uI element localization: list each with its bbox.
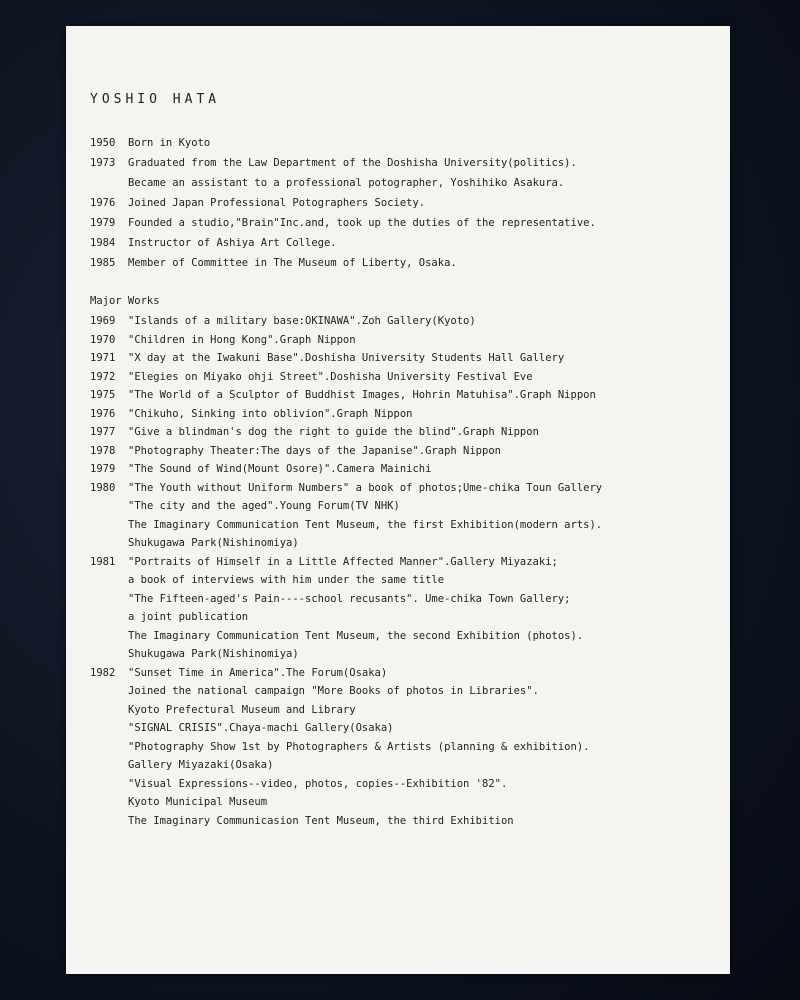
entry-text: a book of interviews with him under the same title bbox=[128, 574, 445, 586]
entry-text: "Visual Expressions--video, photos, copies--Exhibition '82". bbox=[128, 777, 508, 790]
entry-text: The Imaginary Communicasion Tent Museum, the third Exhibition bbox=[128, 814, 514, 827]
work-entry bbox=[90, 534, 299, 553]
entry-year: 1980 bbox=[90, 481, 116, 494]
entry-text: Shukugawa Park(Nishinomiya) bbox=[128, 537, 299, 549]
entry-year: 1950 bbox=[90, 137, 116, 149]
entry-text: Instructor of Ashiya Art College. bbox=[128, 237, 337, 249]
entry-year: 1985 bbox=[90, 257, 116, 269]
work-entry bbox=[90, 460, 432, 479]
work-entry bbox=[90, 793, 268, 812]
entry-year: 1982 bbox=[90, 666, 116, 679]
work-entry bbox=[90, 645, 299, 664]
entry-text: Gallery Miyazaki(Osaka) bbox=[128, 759, 274, 771]
entry-year: 1971 bbox=[90, 352, 116, 364]
work-entry bbox=[90, 775, 508, 794]
entry-text: "Sunset Time in America".The Forum(Osaka) bbox=[128, 666, 388, 679]
work-entry bbox=[90, 386, 596, 405]
work-entry bbox=[90, 590, 571, 609]
work-entry bbox=[90, 479, 603, 498]
work-entry bbox=[90, 368, 533, 387]
entry-text: Became an assistant to a professional potographer, Yoshihiko Asakura. bbox=[128, 177, 565, 189]
work-entry bbox=[90, 719, 394, 738]
entry-year: 1969 bbox=[90, 315, 116, 327]
entry-year: 1978 bbox=[90, 444, 116, 457]
entry-year: 1981 bbox=[90, 555, 116, 568]
entry-text: Born in Kyoto bbox=[128, 137, 211, 149]
entry-text: The Imaginary Communication Tent Museum, the second Exhibition (photos). bbox=[128, 629, 584, 642]
entry-text: "SIGNAL CRISIS".Chaya-machi Gallery(Osaka) bbox=[128, 722, 394, 734]
entry-text: "Give a blindman's dog the right to guide the blind".Graph Nippon bbox=[128, 426, 539, 438]
document-title: YOSHIO HATA bbox=[90, 92, 221, 107]
entry-text: "Islands of a military base:OKINAWA".Zoh Gallery(Kyoto) bbox=[128, 315, 476, 327]
entry-year: 1975 bbox=[90, 389, 116, 401]
entry-year: 1976 bbox=[90, 407, 116, 420]
entry-text: "X day at the Iwakuni Base".Doshisha University Students Hall Gallery bbox=[128, 352, 565, 364]
entry-year: 1984 bbox=[90, 237, 116, 249]
entry-year: 1977 bbox=[90, 426, 116, 438]
entry-text: "Elegies on Miyako ohji Street".Doshisha University Festival Eve bbox=[128, 370, 533, 383]
work-entry bbox=[90, 756, 274, 775]
entry-text: Joined the national campaign "More Books of photos in Libraries". bbox=[128, 685, 539, 697]
entry-text: "Photography Theater:The days of the Japanise".Graph Nippon bbox=[128, 444, 501, 457]
entry-text: "Photography Show 1st by Photographers & Artists (planning & exhibition). bbox=[128, 740, 590, 753]
entry-year: 1970 bbox=[90, 333, 116, 346]
work-entry bbox=[90, 682, 539, 701]
work-entry bbox=[90, 701, 356, 720]
entry-year: 1976 bbox=[90, 197, 116, 209]
entry-text: Kyoto Prefectural Museum and Library bbox=[128, 703, 356, 716]
work-entry bbox=[90, 497, 400, 516]
entry-year: 1973 bbox=[90, 157, 116, 169]
entry-text: Member of Committee in The Museum of Liberty, Osaka. bbox=[128, 257, 457, 269]
entry-text: a joint publication bbox=[128, 611, 249, 623]
major-works-heading: Major Works bbox=[90, 295, 160, 307]
work-entry bbox=[90, 738, 590, 757]
work-entry bbox=[90, 664, 388, 683]
entry-text: "The Sound of Wind(Mount Osore)".Camera Mainichi bbox=[128, 463, 432, 475]
entry-text: "The city and the aged".Young Forum(TV NHK) bbox=[128, 500, 400, 512]
work-entry bbox=[90, 331, 356, 350]
work-entry bbox=[90, 553, 558, 572]
entry-text: "Chikuho, Sinking into oblivion".Graph Nippon bbox=[128, 407, 413, 420]
entry-text: The Imaginary Communication Tent Museum, the first Exhibition(modern arts). bbox=[128, 518, 603, 531]
entry-text: "The Youth without Uniform Numbers" a book of photos;Ume-chika Toun Gallery bbox=[128, 481, 603, 494]
work-entry bbox=[90, 423, 539, 442]
entry-text: Kyoto Municipal Museum bbox=[128, 796, 268, 808]
entry-text: "Children in Hong Kong".Graph Nippon bbox=[128, 333, 356, 346]
entry-text: "Portraits of Himself in a Little Affected Manner".Gallery Miyazaki; bbox=[128, 555, 558, 568]
major-works-section bbox=[90, 290, 603, 830]
entry-text: "The Fifteen-aged's Pain----school recusants". Ume-chika Town Gallery; bbox=[128, 592, 571, 605]
entry-year: 1972 bbox=[90, 370, 116, 383]
entry-text: Joined Japan Professional Potographers Society. bbox=[128, 197, 426, 209]
work-entry bbox=[90, 608, 249, 627]
entry-text: Graduated from the Law Department of the Doshisha University(politics). bbox=[128, 157, 577, 169]
work-entry bbox=[90, 571, 445, 590]
entry-year: 1979 bbox=[90, 217, 116, 229]
work-entry bbox=[90, 627, 584, 646]
work-entry bbox=[90, 516, 603, 535]
entry-year: 1979 bbox=[90, 463, 116, 475]
work-entry bbox=[90, 442, 501, 461]
work-entry bbox=[90, 349, 565, 368]
work-entry bbox=[90, 812, 514, 831]
work-entry bbox=[90, 312, 476, 331]
entry-text: "The World of a Sculptor of Buddhist Images, Hohrin Matuhisa".Graph Nippon bbox=[128, 389, 596, 401]
entry-text: Shukugawa Park(Nishinomiya) bbox=[128, 648, 299, 660]
entry-text: Founded a studio,"Brain"Inc.and, took up the duties of the representative. bbox=[128, 217, 596, 229]
work-entry bbox=[90, 405, 413, 424]
